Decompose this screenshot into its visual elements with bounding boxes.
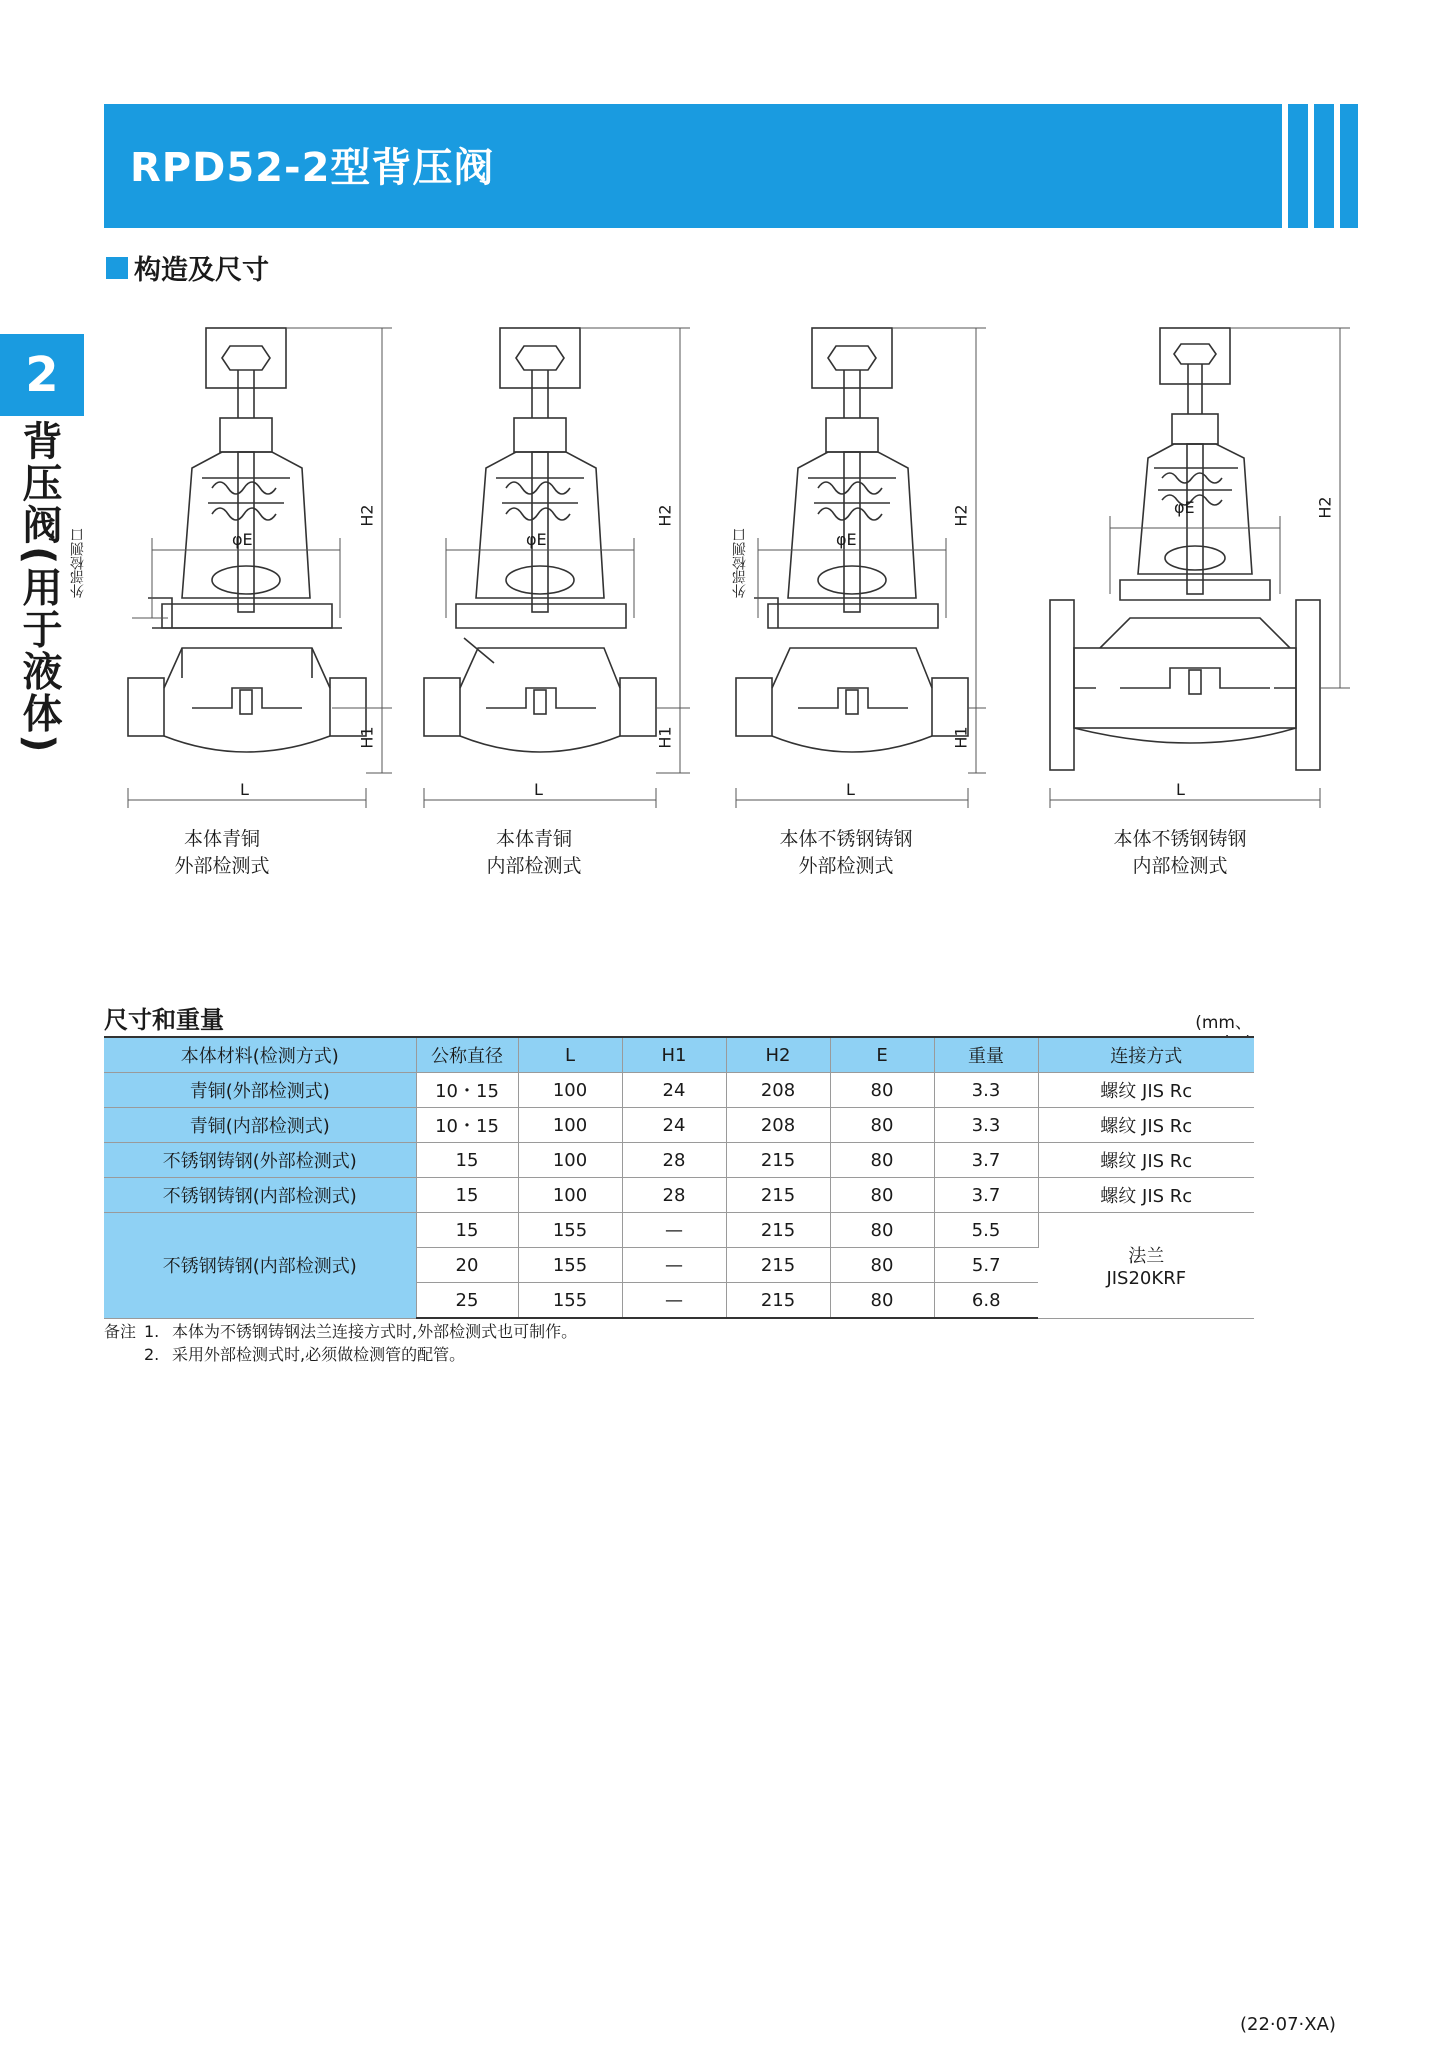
notes-label: 备注	[104, 1322, 137, 1341]
external-port-label: 外部检测口	[732, 528, 748, 598]
cell-weight: 3.7	[934, 1143, 1038, 1178]
chapter-side-label: 背压阀(用于液体)	[16, 420, 62, 755]
cell-connection: 螺纹 JIS Rc	[1038, 1108, 1254, 1143]
cell-e: 80	[830, 1283, 934, 1319]
valve-drawing-svg	[424, 318, 724, 818]
cell-material: 不锈钢铸钢(外部检测式)	[104, 1143, 416, 1178]
caption-line: 本体不锈钢铸钢	[1113, 828, 1247, 850]
cell-weight: 3.3	[934, 1108, 1038, 1143]
connection-line: 法兰	[1128, 1245, 1165, 1267]
cell-weight: 3.3	[934, 1073, 1038, 1108]
cell-dn: 15	[416, 1213, 518, 1248]
cell-connection: 螺纹 JIS Rc	[1038, 1073, 1254, 1108]
cell-e: 80	[830, 1248, 934, 1283]
section-square-icon	[106, 257, 128, 279]
cell-material: 青铜(内部检测式)	[104, 1108, 416, 1143]
dim-h2: H2	[951, 504, 971, 527]
footer-code: (22·07·XA)	[1240, 2014, 1336, 2035]
note-number: 2.	[144, 1345, 160, 1364]
cell-l: 155	[518, 1283, 622, 1319]
cell-e: 80	[830, 1108, 934, 1143]
diagram-caption	[1030, 826, 1330, 880]
header-stripe	[1282, 104, 1288, 228]
page-title: RPD52-2型背压阀	[130, 145, 495, 191]
diagram-caption	[696, 826, 996, 880]
diagram-caption	[384, 826, 684, 880]
cell-dn: 25	[416, 1283, 518, 1319]
section-heading	[106, 248, 269, 287]
col-header: L	[518, 1037, 622, 1073]
table-title: 尺寸和重量	[104, 1006, 224, 1034]
dim-l: L	[846, 780, 855, 799]
note-number: 1.	[144, 1322, 160, 1341]
cell-dn: 15	[416, 1143, 518, 1178]
dim-h1: H1	[357, 726, 377, 749]
caption-line: 内部检测式	[1132, 855, 1228, 877]
table-unit: (mm、	[1195, 1013, 1252, 1033]
cell-h1: 28	[622, 1143, 726, 1178]
caption-line: 外部检测式	[798, 855, 894, 877]
dim-h2: H2	[1315, 496, 1335, 519]
caption-line: 本体不锈钢铸钢	[779, 828, 913, 850]
header-stripe	[1334, 104, 1340, 228]
table-header-row	[104, 1037, 1254, 1073]
cell-h2: 215	[726, 1248, 830, 1283]
cell-l: 155	[518, 1248, 622, 1283]
cell-h2: 208	[726, 1073, 830, 1108]
cell-dn: 10・15	[416, 1108, 518, 1143]
dim-phi-e: φE	[836, 530, 857, 549]
cell-l: 100	[518, 1108, 622, 1143]
valve-drawing-stainless-external	[732, 318, 1036, 818]
valve-drawing-stainless-flanged	[1050, 318, 1350, 818]
cell-e: 80	[830, 1178, 934, 1213]
cell-l: 100	[518, 1178, 622, 1213]
table-row	[104, 1178, 1254, 1213]
notes	[104, 1320, 577, 1366]
cell-l: 100	[518, 1073, 622, 1108]
caption-line: 外部检测式	[174, 855, 270, 877]
cell-h2: 208	[726, 1108, 830, 1143]
dim-h1: H1	[951, 726, 971, 749]
cell-h2: 215	[726, 1283, 830, 1319]
cell-h2: 215	[726, 1178, 830, 1213]
table-row	[104, 1213, 1254, 1248]
col-header: 本体材料(检测方式)	[104, 1037, 416, 1073]
cell-dn: 10・15	[416, 1073, 518, 1108]
dim-l: L	[240, 780, 249, 799]
cell-h1: 24	[622, 1108, 726, 1143]
cell-material: 不锈钢铸钢(内部检测式)	[104, 1213, 416, 1319]
dimensions-table	[104, 1036, 1254, 1319]
dim-phi-e: φE	[526, 530, 547, 549]
cell-l: 155	[518, 1213, 622, 1248]
note-text: 采用外部检测式时,必须做检测管的配管。	[172, 1345, 466, 1364]
col-header: 连接方式	[1038, 1037, 1254, 1073]
external-port-label: 外部检测口	[70, 528, 86, 598]
table-row	[104, 1108, 1254, 1143]
dim-l: L	[1176, 780, 1185, 799]
cell-weight: 3.7	[934, 1178, 1038, 1213]
diagram-caption	[72, 826, 372, 880]
cell-h1: —	[622, 1213, 726, 1248]
dim-h1: H1	[655, 726, 675, 749]
note-text: 本体为不锈钢铸钢法兰连接方式时,外部检测式也可制作。	[172, 1322, 578, 1341]
table-row	[104, 1073, 1254, 1108]
cell-material: 青铜(外部检测式)	[104, 1073, 416, 1108]
cell-h2: 215	[726, 1213, 830, 1248]
cell-weight: 6.8	[934, 1283, 1038, 1319]
caption-line: 本体青铜	[495, 828, 572, 850]
cell-e: 80	[830, 1213, 934, 1248]
cell-connection: 螺纹 JIS Rc	[1038, 1178, 1254, 1213]
header-band	[104, 104, 1358, 228]
cell-weight: 5.5	[934, 1213, 1038, 1248]
cell-material: 不锈钢铸钢(内部检测式)	[104, 1178, 416, 1213]
cell-dn: 20	[416, 1248, 518, 1283]
dim-phi-e: φE	[1174, 498, 1195, 517]
caption-line: 本体青铜	[183, 828, 260, 850]
cell-h1: —	[622, 1248, 726, 1283]
valve-drawing-bronze-internal	[424, 318, 724, 818]
valve-drawing-svg	[736, 318, 1036, 818]
table-row	[104, 1143, 1254, 1178]
cell-e: 80	[830, 1073, 934, 1108]
header-stripe	[1308, 104, 1314, 228]
cell-dn: 15	[416, 1178, 518, 1213]
section-title: 构造及尺寸	[134, 255, 269, 286]
cell-h2: 215	[726, 1143, 830, 1178]
dim-h2: H2	[655, 504, 675, 527]
col-header: H1	[622, 1037, 726, 1073]
dim-h2: H2	[357, 504, 377, 527]
cell-l: 100	[518, 1143, 622, 1178]
connection-line: JIS20KRF	[1106, 1267, 1187, 1289]
valve-drawing-svg	[1050, 318, 1350, 818]
valve-drawing-bronze-external	[70, 318, 412, 818]
cell-connection: 螺纹 JIS Rc	[1038, 1143, 1254, 1178]
dim-l: L	[534, 780, 543, 799]
cell-h1: —	[622, 1283, 726, 1319]
col-header: 重量	[934, 1037, 1038, 1073]
chapter-number-tab: 2	[0, 334, 84, 416]
col-header: H2	[726, 1037, 830, 1073]
col-header: 公称直径	[416, 1037, 518, 1073]
cell-h1: 28	[622, 1178, 726, 1213]
col-header: E	[830, 1037, 934, 1073]
cell-h1: 24	[622, 1073, 726, 1108]
note-item	[104, 1320, 577, 1343]
cell-e: 80	[830, 1143, 934, 1178]
caption-line: 内部检测式	[486, 855, 582, 877]
cell-weight: 5.7	[934, 1248, 1038, 1283]
cell-connection	[1038, 1213, 1254, 1319]
dim-phi-e: φE	[232, 530, 253, 549]
note-item	[104, 1343, 577, 1366]
